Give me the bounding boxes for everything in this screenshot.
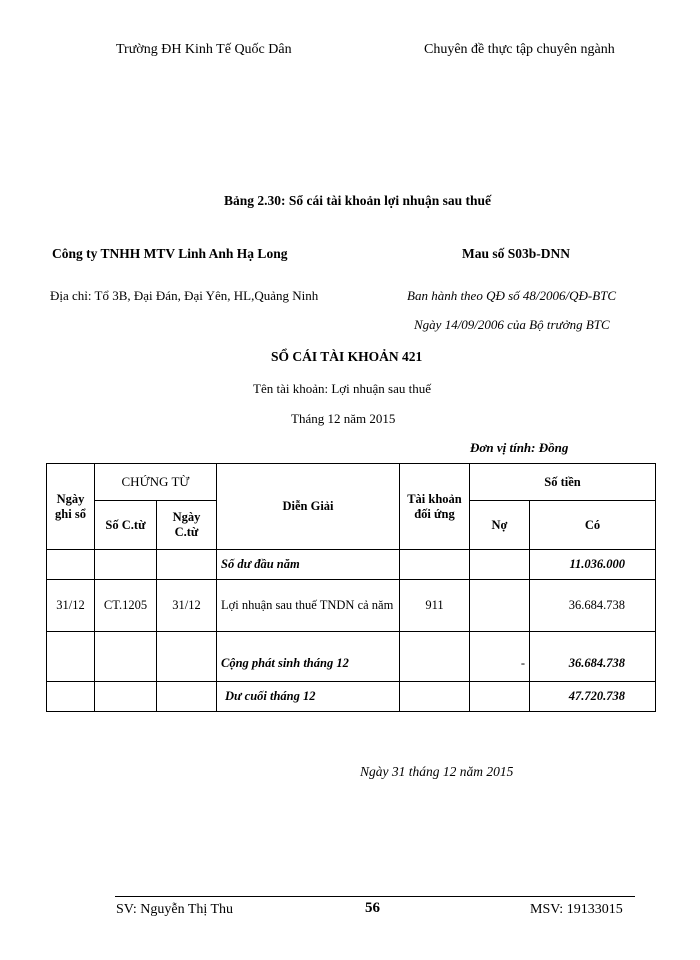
row-opening [47,550,656,580]
closing-description: Dư cuối tháng 12 [217,682,400,712]
account-name: Tên tài khoản: Lợi nhuận sau thuế [253,381,431,396]
col-voucher: CHỨNG TỪ [95,464,217,501]
footer-student-id: MSV: 19133015 [530,902,623,917]
signing-date: Ngày 31 tháng 12 năm 2015 [360,764,514,779]
entry-credit: 36.684.738 [530,580,656,632]
company-address: Địa chỉ: Tổ 3B, Đại Đán, Đại Yên, HL,Quảng Ninh [50,288,319,303]
col-voucher-date: Ngày C.từ [157,501,217,550]
header-topic: Chuyên đề thực tập chuyên ngành [424,42,615,57]
table-caption: Bảng 2.30: Sổ cái tài khoản lợi nhuận sau thuế [224,193,492,208]
entry-description: Lợi nhuận sau thuế TNDN cả năm [217,580,400,632]
footer-student: SV: Nguyễn Thị Thu [116,902,234,917]
issued-line-1: Ban hành theo QĐ số 48/2006/QĐ-BTC [407,288,617,303]
opening-credit: 11.036.000 [530,550,656,580]
total-debit: - [470,632,530,682]
col-debit: Nợ [470,501,530,550]
entry-voucher-date: 31/12 [157,580,217,632]
col-description: Diễn Giải [217,464,400,550]
period: Tháng 12 năm 2015 [291,411,396,426]
header-school: Trường ĐH Kinh Tế Quốc Dân [116,42,292,57]
header-row-1 [47,464,656,501]
row-total [47,632,656,682]
unit: Đơn vị tính: Đồng [470,440,569,455]
company-name: Công ty TNHH MTV Linh Anh Hạ Long [52,246,288,261]
entry-date: 31/12 [47,580,95,632]
col-date: Ngày ghi sổ [47,464,95,550]
ledger-title: SỔ CÁI TÀI KHOẢN 421 [271,349,423,364]
col-counter-account: Tài khoản đối ứng [400,464,470,550]
col-credit: Có [530,501,656,550]
ledger-table [46,463,656,712]
row-entry [47,580,656,632]
entry-counter-account: 911 [400,580,470,632]
opening-description: Số dư đầu năm [217,550,400,580]
closing-credit: 47.720.738 [530,682,656,712]
entry-voucher-no: CT.1205 [95,580,157,632]
total-credit: 36.684.738 [530,632,656,682]
row-closing [47,682,656,712]
page-number: 56 [365,900,380,916]
col-amount: Số tiền [470,464,656,501]
col-voucher-no: Số C.từ [95,501,157,550]
footer-divider [115,896,635,897]
total-description: Cộng phát sinh tháng 12 [217,632,400,682]
form-number: Mau số S03b-DNN [462,246,571,261]
issued-line-2: Ngày 14/09/2006 của Bộ trưởng BTC [414,317,610,332]
